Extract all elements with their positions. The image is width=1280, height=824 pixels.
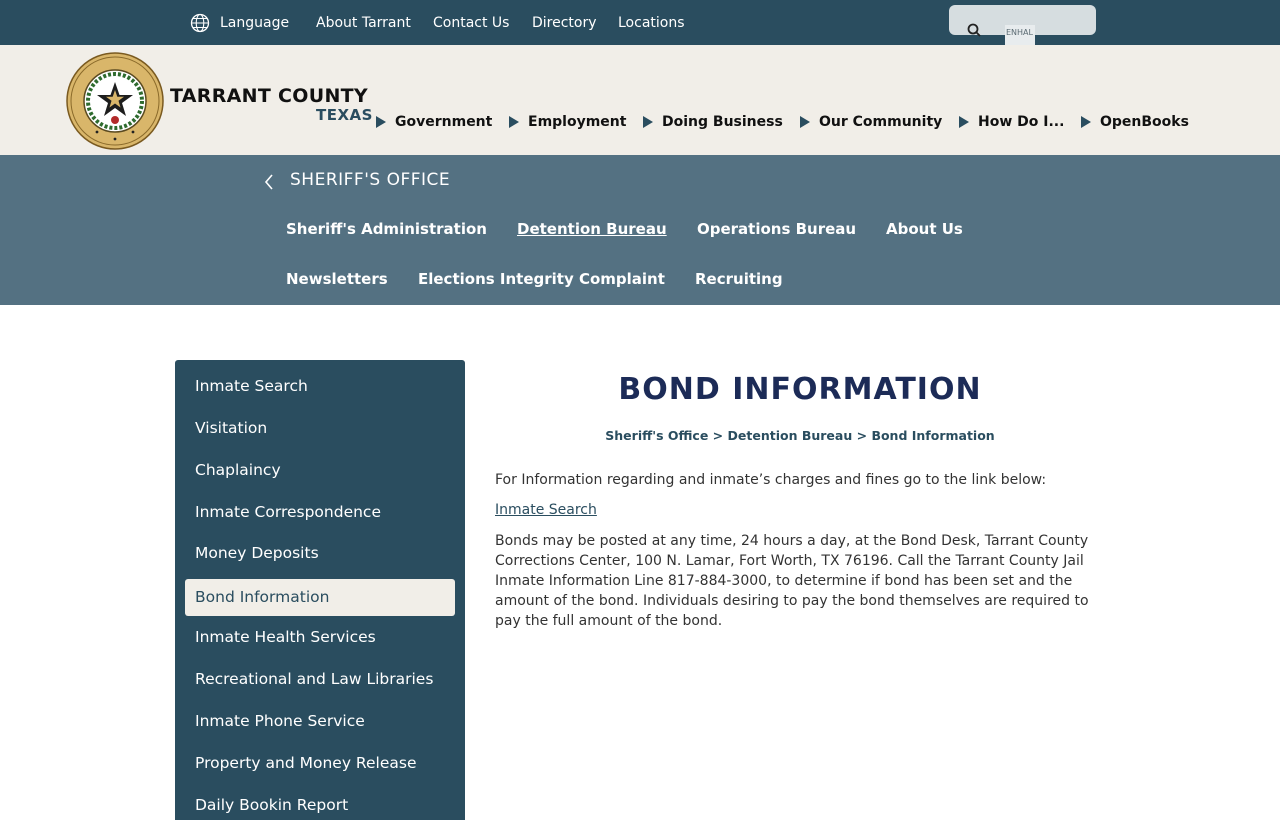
- nav-label: OpenBooks: [1100, 114, 1189, 130]
- county-name[interactable]: TARRANT COUNTY: [170, 85, 368, 107]
- nav-openbooks[interactable]: [1081, 112, 1189, 132]
- search-overlay-text: ENHAL: [1005, 25, 1035, 45]
- link-directory[interactable]: Directory: [532, 14, 597, 31]
- sidebar-item-property-and-money-release[interactable]: Property and Money Release: [195, 754, 417, 772]
- nav-label: Doing Business: [662, 114, 783, 130]
- nav-our-community[interactable]: [800, 112, 942, 132]
- nav-government[interactable]: [376, 112, 492, 132]
- search-input[interactable]: [949, 5, 1096, 35]
- department-nav-band: [0, 155, 1280, 305]
- sidebar-item-bond-information[interactable]: Bond Information: [185, 579, 455, 616]
- link-contact-us[interactable]: Contact Us: [433, 14, 510, 31]
- nav-label: Government: [395, 114, 493, 130]
- search-icon[interactable]: [967, 23, 981, 37]
- breadcrumb-detention-bureau[interactable]: Detention Bureau: [727, 428, 853, 443]
- sidebar-item-chaplaincy[interactable]: Chaplaincy: [195, 461, 281, 479]
- breadcrumb-sheriffs-office[interactable]: Sheriff's Office: [605, 428, 709, 443]
- sidebar-item-daily-bookin-report[interactable]: Daily Bookin Report: [195, 796, 349, 814]
- sidebar-nav: [175, 360, 465, 820]
- nav-label: Our Community: [819, 114, 943, 130]
- sidebar-item-inmate-phone-service[interactable]: Inmate Phone Service: [195, 712, 365, 730]
- language-selector[interactable]: [190, 0, 289, 45]
- body-line: Corrections Center, 100 N. Lamar, Fort Worth, TX 76196. Call the Tarrant County Jail: [495, 553, 1084, 569]
- sidebar-item-visitation[interactable]: Visitation: [195, 419, 268, 437]
- sidebar-item-inmate-search[interactable]: Inmate Search: [195, 377, 308, 395]
- link-about-tarrant[interactable]: About Tarrant: [316, 14, 411, 31]
- breadcrumb-separator: >: [712, 428, 724, 443]
- subnav-sheriffs-administration[interactable]: Sheriff's Administration: [286, 220, 487, 238]
- globe-icon: [190, 13, 210, 33]
- county-seal-logo[interactable]: [66, 52, 164, 150]
- sidebar-item-inmate-correspondence[interactable]: Inmate Correspondence: [195, 503, 381, 521]
- nav-label: How Do I...: [978, 114, 1065, 130]
- triangle-right-icon: [959, 116, 969, 128]
- breadcrumb-separator: >: [856, 428, 868, 443]
- subnav-detention-bureau[interactable]: Detention Bureau: [517, 220, 667, 238]
- body-line: amount of the bond. Individuals desiring to pay the bond themselves are required to: [495, 593, 1089, 609]
- breadcrumb-current-page: Bond Information: [871, 428, 995, 443]
- link-locations[interactable]: Locations: [618, 14, 685, 31]
- triangle-right-icon: [376, 116, 386, 128]
- body-line: Inmate Information Line 817-884-3000, to determine if bond has been set and the: [495, 573, 1073, 589]
- department-title[interactable]: SHERIFF'S OFFICE: [290, 170, 451, 190]
- subnav-about-us[interactable]: About Us: [886, 220, 963, 238]
- chevron-left-icon[interactable]: [263, 173, 275, 191]
- nav-how-do-i[interactable]: [959, 112, 1064, 132]
- body-line: pay the full amount of the bond.: [495, 613, 723, 629]
- triangle-right-icon: [643, 116, 653, 128]
- triangle-right-icon: [800, 116, 810, 128]
- subnav-recruiting[interactable]: Recruiting: [695, 270, 783, 288]
- site-header: [0, 45, 1280, 155]
- nav-label: Employment: [528, 114, 627, 130]
- sidebar-item-recreational-and-law-libraries[interactable]: Recreational and Law Libraries: [195, 670, 434, 688]
- page-title: BOND INFORMATION: [618, 372, 982, 407]
- triangle-right-icon: [1081, 116, 1091, 128]
- body-line: Bonds may be posted at any time, 24 hours a day, at the Bond Desk, Tarrant County: [495, 533, 1089, 549]
- subnav-operations-bureau[interactable]: Operations Bureau: [697, 220, 857, 238]
- top-utility-bar: [0, 0, 1280, 45]
- intro-text: For Information regarding and inmate’s charges and fines go to the link below:: [495, 472, 1047, 488]
- language-label: Language: [220, 14, 290, 31]
- county-state: TEXAS: [316, 106, 373, 124]
- breadcrumb: [495, 428, 1105, 443]
- bond-info-paragraph: [495, 531, 1100, 631]
- nav-employment[interactable]: [509, 112, 626, 132]
- sidebar-item-money-deposits[interactable]: Money Deposits: [195, 544, 319, 562]
- subnav-elections-integrity-complaint[interactable]: Elections Integrity Complaint: [418, 270, 665, 288]
- nav-doing-business[interactable]: [643, 112, 783, 132]
- triangle-right-icon: [509, 116, 519, 128]
- sidebar-item-inmate-health-services[interactable]: Inmate Health Services: [195, 628, 376, 646]
- inmate-search-link[interactable]: Inmate Search: [495, 502, 597, 518]
- subnav-newsletters[interactable]: Newsletters: [286, 270, 388, 288]
